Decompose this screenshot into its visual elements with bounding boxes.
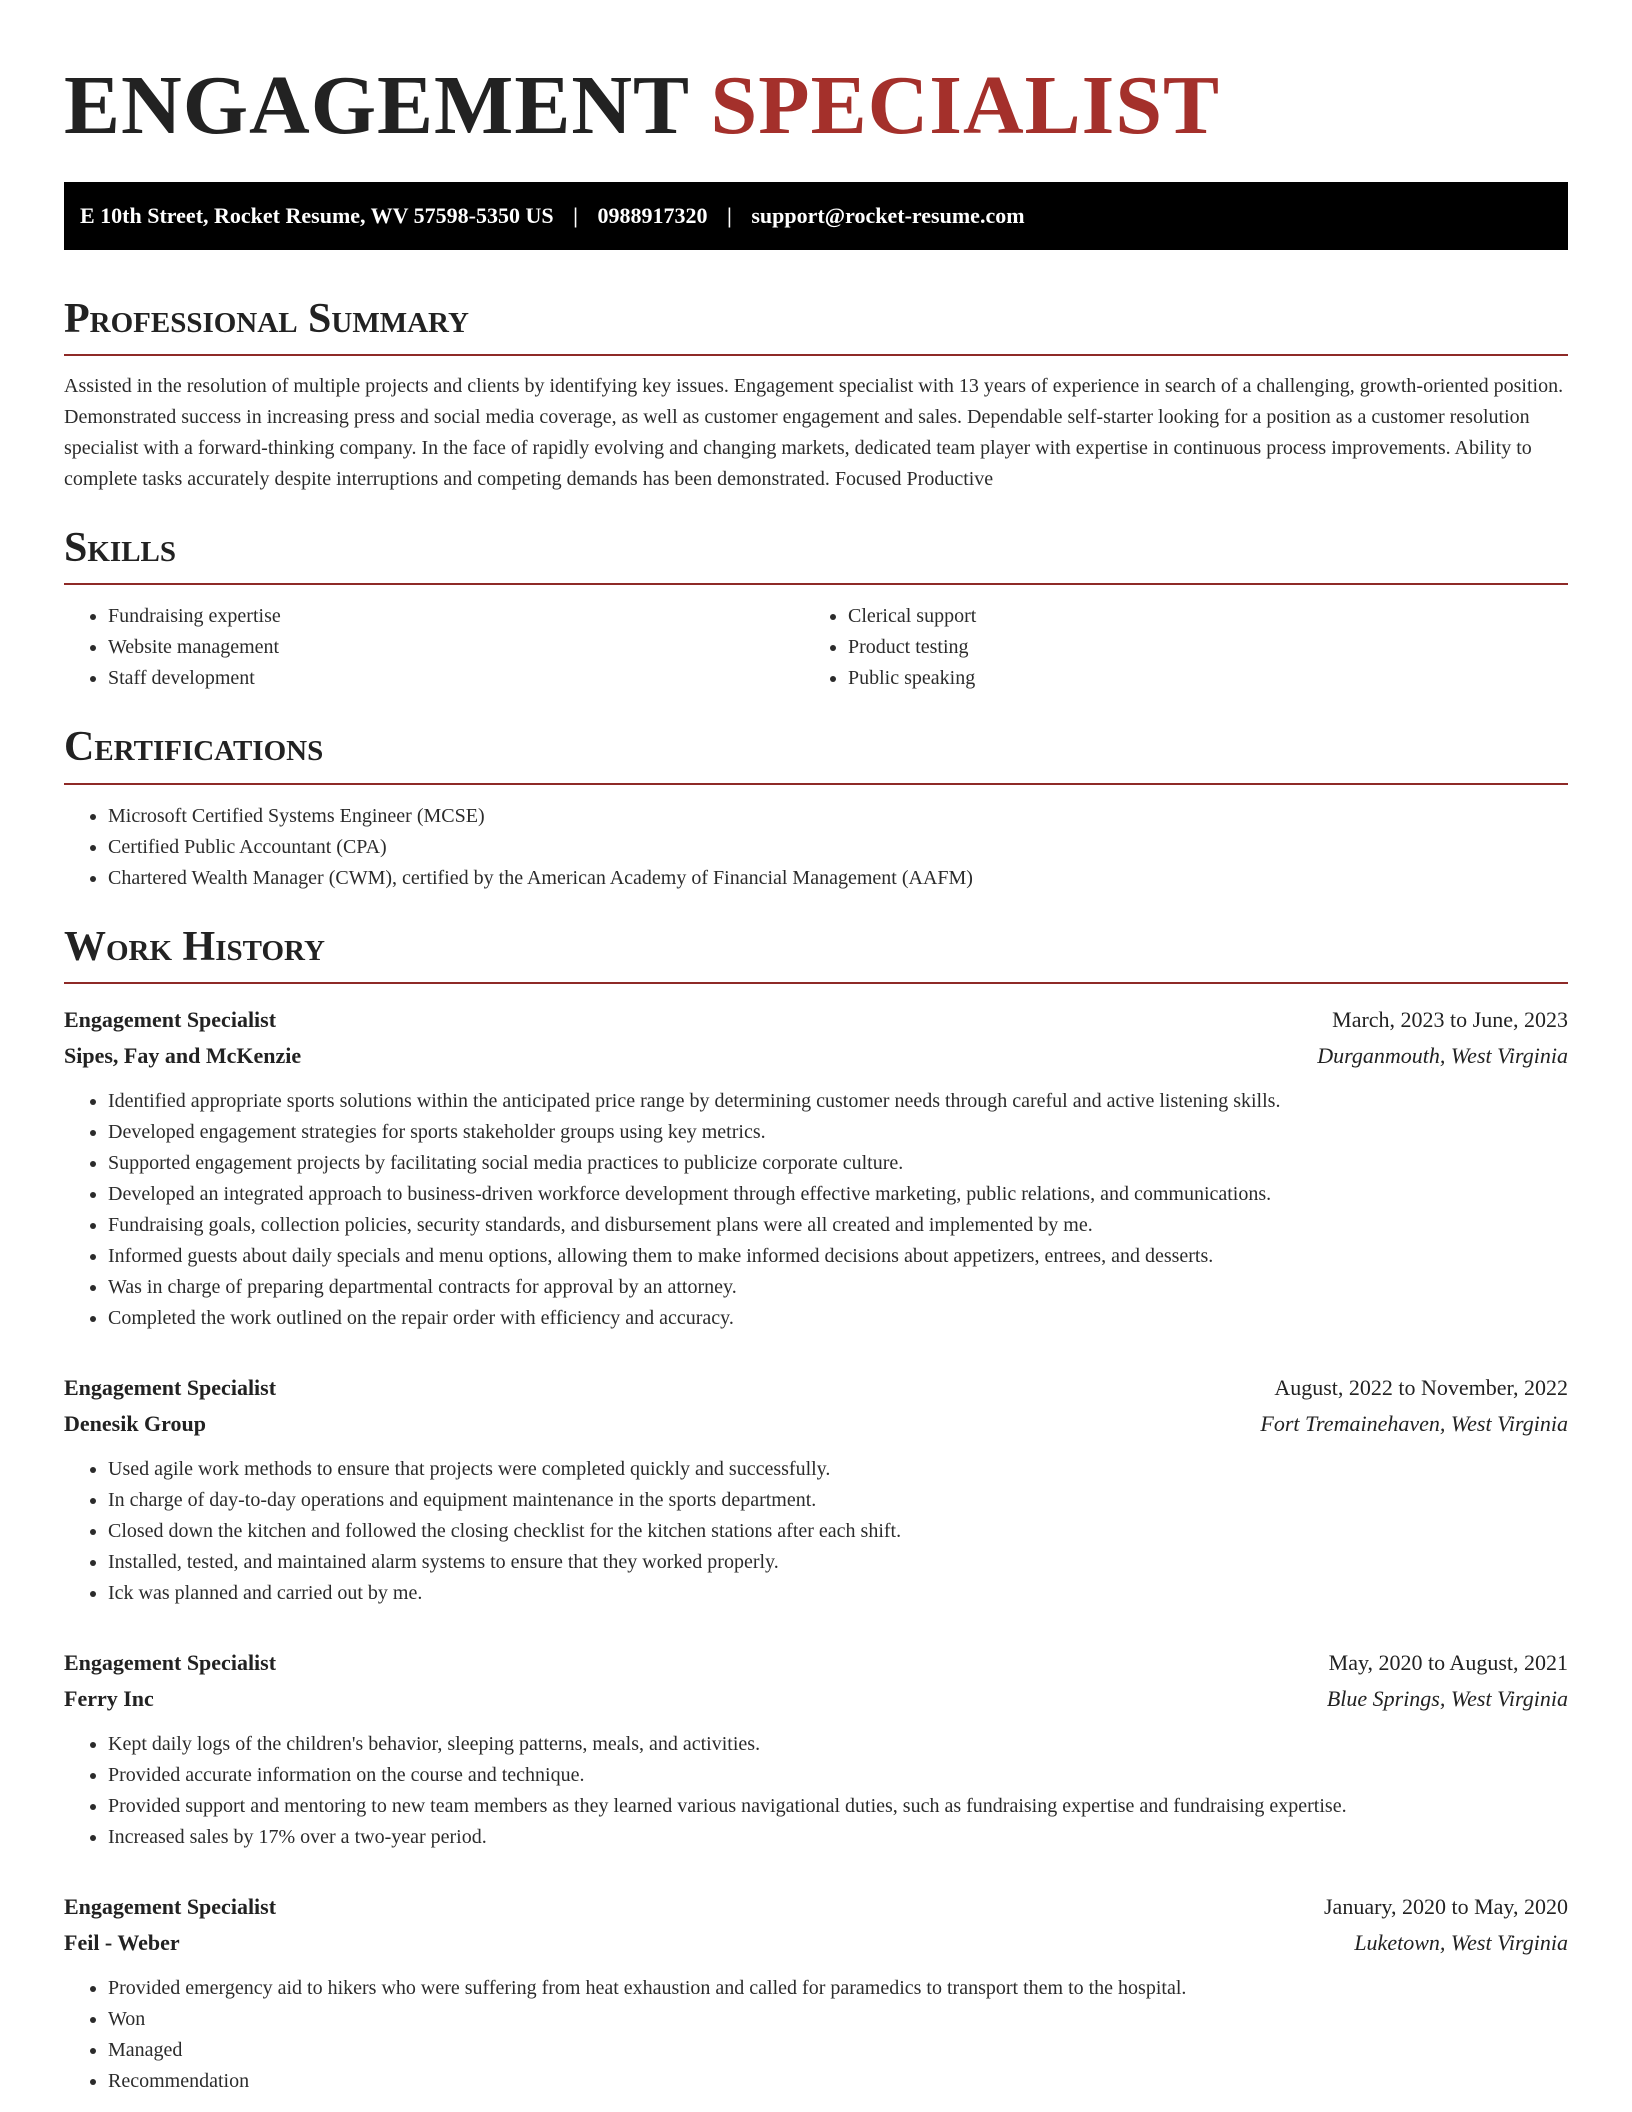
skills-list-right — [804, 601, 1544, 694]
job-bullets — [64, 1086, 1568, 1334]
job-bullet: • Won — [108, 2004, 1568, 2035]
job-header-row — [64, 1889, 1568, 1925]
job-location: Blue Springs, West Virginia — [1326, 1685, 1568, 1711]
job-bullet: • Ick was planned and carried out by me. — [108, 1578, 1568, 1609]
contact-phone: 0988917320 — [597, 203, 708, 228]
section-divider — [64, 783, 1568, 785]
summary-text: Assisted in the resolution of multiple projects and clients by identifying key issues. Engagement specialist with 13 years of experience in search of a challenging, growth-oriented position. Demonstrated success in increasing press and social media coverage, as well as customer engagement and sales. Dependable self-starter looking for a position as a customer resolution specialist with a forward-thinking company. In the face of rapidly evolving and changing markets, dedicated team player with expertise in continuous process improvements. Ability to complete tasks accurately despite interruptions and competing demands has been demonstrated. Focused Productive — [64, 375, 1564, 491]
job-bullets — [64, 1729, 1568, 1853]
job-bullet: • Informed guests about daily specials and menu options, allowing them to make informed decisions about appetizers, entrees, and desserts. — [108, 1241, 1568, 1272]
certification-item: • Microsoft Certified Systems Engineer (MCSE) — [108, 801, 1568, 832]
section-divider — [64, 982, 1568, 984]
job-bullet: • Kept daily logs of the children's behavior, sleeping patterns, meals, and activities. — [108, 1729, 1568, 1760]
job-location: Fort Tremainehaven, West Virginia — [1260, 1410, 1568, 1436]
job-role: Engagement Specialist — [64, 1006, 277, 1032]
job-role: Engagement Specialist — [64, 1374, 277, 1400]
skill-item: • Clerical support — [848, 601, 1544, 632]
job-location: Durganmouth, West Virginia — [1317, 1042, 1568, 1068]
job-bullet: • Managed — [108, 2035, 1568, 2066]
job-header-row — [64, 1002, 1568, 1038]
job-bullet: • Used agile work methods to ensure that projects were completed quickly and successfully. — [108, 1454, 1568, 1485]
job-bullets — [64, 1973, 1568, 2097]
certification-item: • Certified Public Accountant (CPA) — [108, 832, 1568, 863]
skill-item: • Product testing — [848, 632, 1544, 663]
job-role: Engagement Specialist — [64, 1649, 277, 1675]
job-company-row — [64, 1925, 1568, 1961]
job-company: Denesik Group — [64, 1410, 207, 1436]
skills-section — [64, 525, 1568, 694]
job-company: Sipes, Fay and McKenzie — [64, 1042, 302, 1068]
work-history-section — [64, 924, 1568, 2097]
job-entry — [64, 1002, 1568, 1334]
job-bullet: • In charge of day-to-day operations and equipment maintenance in the sports department. — [108, 1485, 1568, 1516]
resume-page — [64, 50, 1568, 2097]
title-main: ENGAGEMENT — [64, 59, 689, 152]
job-bullets — [64, 1454, 1568, 1609]
job-role: Engagement Specialist — [64, 1893, 277, 1919]
skills-grid — [64, 601, 1568, 694]
job-dates: August, 2022 to November, 2022 — [1274, 1374, 1568, 1400]
job-bullet: • Supported engagement projects by facilitating social media practices to publicize corporate culture. — [108, 1148, 1568, 1179]
job-company-row — [64, 1038, 1568, 1074]
certifications-list — [64, 801, 1568, 894]
job-header-row — [64, 1370, 1568, 1406]
job-bullet: • Completed the work outlined on the repair order with efficiency and accuracy. — [108, 1303, 1568, 1334]
job-dates: May, 2020 to August, 2021 — [1328, 1649, 1568, 1675]
job-bullet: • Closed down the kitchen and followed the closing checklist for the kitchen stations after each shift. — [108, 1516, 1568, 1547]
skill-item: • Website management — [108, 632, 804, 663]
certifications-section — [64, 724, 1568, 893]
work-history-heading: Work History — [64, 923, 325, 970]
job-bullet: • Fundraising goals, collection policies, security standards, and disbursement plans were all created and implemented by me. — [108, 1210, 1568, 1241]
job-company-row — [64, 1406, 1568, 1442]
job-bullet: • Identified appropriate sports solutions within the anticipated price range by determining customer needs through careful and active listening skills. — [108, 1086, 1568, 1117]
job-bullet: • Recommendation — [108, 2066, 1568, 2097]
contact-email: support@rocket-resume.com — [751, 203, 1025, 228]
skills-list-left — [64, 601, 804, 694]
contact-address: E 10th Street, Rocket Resume, WV 57598-5350 US — [80, 203, 554, 228]
job-company: Feil - Weber — [64, 1929, 180, 1955]
job-bullet: • Provided emergency aid to hikers who were suffering from heat exhaustion and called for paramedics to transport them to the hospital. — [108, 1973, 1568, 2004]
skill-item: • Fundraising expertise — [108, 601, 804, 632]
contact-bar — [64, 182, 1568, 250]
job-dates: January, 2020 to May, 2020 — [1324, 1893, 1568, 1919]
skills-column-right — [804, 601, 1544, 694]
job-entry — [64, 1370, 1568, 1609]
certification-item: • Chartered Wealth Manager (CWM), certified by the American Academy of Financial Management (AAFM) — [108, 863, 1568, 894]
job-bullet: • Developed engagement strategies for sports stakeholder groups using key metrics. — [108, 1117, 1568, 1148]
job-location: Luketown, West Virginia — [1354, 1929, 1568, 1955]
contact-separator: | — [573, 203, 578, 228]
job-bullet: • Installed, tested, and maintained alarm systems to ensure that they worked properly. — [108, 1547, 1568, 1578]
resume-title — [64, 59, 1568, 152]
certifications-heading: Certifications — [64, 724, 324, 771]
section-divider — [64, 354, 1568, 356]
title-accent: SPECIALIST — [710, 59, 1221, 152]
job-company: Ferry Inc — [64, 1685, 154, 1711]
job-bullet: • Was in charge of preparing departmental contracts for approval by an attorney. — [108, 1272, 1568, 1303]
job-dates: March, 2023 to June, 2023 — [1332, 1006, 1568, 1032]
section-divider — [64, 583, 1568, 585]
job-entry — [64, 1645, 1568, 1853]
job-bullet: • Developed an integrated approach to business-driven workforce development through effective marketing, public relations, and communications. — [108, 1179, 1568, 1210]
job-bullet: • Increased sales by 17% over a two-year period. — [108, 1822, 1568, 1853]
skills-heading: Skills — [64, 525, 177, 572]
contact-separator: | — [726, 203, 732, 228]
job-bullet: • Provided accurate information on the course and technique. — [108, 1760, 1568, 1791]
skills-column-left — [64, 601, 804, 694]
summary-section — [64, 296, 1568, 495]
job-header-row — [64, 1645, 1568, 1681]
skill-item: • Public speaking — [848, 663, 1544, 694]
job-bullet: • Provided support and mentoring to new team members as they learned various navigational duties, such as fundraising expertise and fundraising expertise. — [108, 1791, 1568, 1822]
job-entry — [64, 1889, 1568, 2097]
skill-item: • Staff development — [108, 663, 804, 694]
summary-heading: Professional Summary — [64, 296, 469, 342]
job-company-row — [64, 1681, 1568, 1717]
